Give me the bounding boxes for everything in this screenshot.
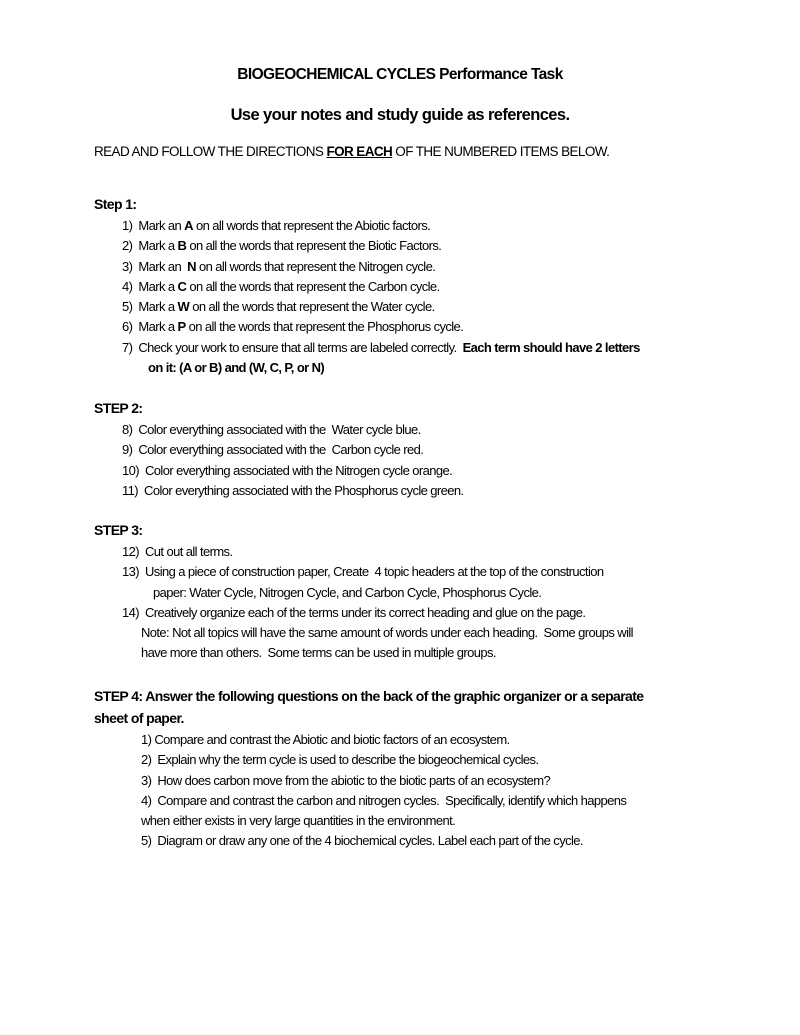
step2-heading: STEP 2: [94, 400, 143, 416]
step1-item-2 [122, 236, 722, 256]
item-letter: A [184, 218, 193, 233]
step1-heading: Step 1: [94, 196, 137, 212]
item-text: Color everything associated with the Water cycle blue. [138, 422, 421, 437]
question-4-cont: when either exists in very large quantities in the environment. [141, 813, 456, 829]
item-text: Mark a [138, 319, 178, 335]
note-text: Note: Not all topics will have the same amount of words under each heading. Some groups will [141, 625, 633, 641]
item-number: 8) [122, 422, 133, 437]
item-bold-text: on it: (A or B) and (W, C, P, or N) [148, 360, 325, 376]
directions-line [94, 144, 609, 159]
item-text: Color everything associated with the Phosphorus cycle green. [144, 482, 464, 498]
item-text: Mark a [138, 278, 178, 294]
directions-after: OF THE NUMBERED ITEMS BELOW. [392, 144, 610, 159]
item-number: 10) [122, 462, 139, 478]
step1-item-7 [122, 338, 722, 358]
step1-item-4 [122, 277, 722, 297]
step1-item-1 [122, 216, 722, 236]
question-4: 4) Compare and contrast the carbon and nitrogen cycles. Specifically, identify which happens [141, 792, 627, 808]
step3-item-13-cont [122, 583, 722, 603]
question-3: 3) How does carbon move from the abiotic to the biotic parts of an ecosystem? [141, 772, 551, 788]
step4-heading [94, 685, 714, 729]
step3-item-12 [122, 542, 722, 562]
step4-heading-line2: sheet of paper. [94, 710, 184, 726]
item-text: on all the words that represent the Water cycle. [189, 299, 435, 315]
question-2: 2) Explain why the term cycle is used to describe the biogeochemical cycles. [141, 752, 539, 768]
item-text: on all words that represent the Nitrogen cycle. [195, 258, 436, 274]
item-number: 7) [122, 339, 133, 355]
item-text: paper: Water Cycle, Nitrogen Cycle, and Carbon Cycle, Phosphorus Cycle. [153, 584, 542, 600]
step2-list [122, 420, 722, 501]
item-letter: C [177, 278, 187, 294]
item-number: 4) [122, 278, 133, 294]
item-number: 12) [122, 544, 139, 559]
step1-item-7-cont [122, 358, 722, 378]
item-text: on all the words that represent the Carbon cycle. [186, 278, 440, 294]
step3-note-line2 [122, 643, 722, 663]
item-text: Check your work to ensure that all terms are labeled correctly. [138, 339, 463, 355]
item-text: on all the words that represent the Biotic Factors. [186, 238, 442, 254]
item-number: 5) [122, 299, 133, 315]
step4-heading-line1: STEP 4: Answer the following questions on the back of the graphic organizer or a separate [94, 688, 644, 704]
item-text: Mark a [138, 238, 178, 254]
page-title: BIOGEOCHEMICAL CYCLES Performance Task [237, 66, 563, 83]
directions-before: READ AND FOLLOW THE DIRECTIONS [94, 144, 327, 159]
item-number: 14) [122, 604, 139, 620]
item-number: 11) [122, 482, 139, 498]
directions-emphasis: FOR EACH [326, 144, 393, 159]
item-letter: W [177, 299, 190, 315]
item-text: Mark an [138, 218, 185, 233]
step2-item-11 [122, 481, 722, 501]
step3-list [122, 542, 722, 664]
step2-item-10 [122, 461, 722, 481]
item-text: Using a piece of construction paper, Create 4 topic headers at the top of the construction [145, 564, 604, 580]
question-1: 1) Compare and contrast the Abiotic and biotic factors of an ecosystem. [141, 732, 510, 747]
step3-note-line1 [122, 623, 722, 643]
item-text: Color everything associated with the Nitrogen cycle orange. [145, 462, 453, 478]
item-text: Mark an [138, 258, 188, 274]
step1-item-6 [122, 317, 722, 337]
item-number: 3) [122, 258, 133, 274]
note-text: have more than others. Some terms can be used in multiple groups. [141, 645, 496, 661]
page-subtitle: Use your notes and study guide as references. [230, 106, 570, 124]
item-number: 2) [122, 238, 133, 254]
item-text: Creatively organize each of the terms under its correct heading and glue on the page. [145, 604, 586, 620]
item-letter: N [187, 258, 196, 274]
step1-item-3 [122, 257, 722, 277]
step1-list [122, 216, 722, 378]
item-letter: P [177, 319, 186, 335]
step4-questions [141, 730, 721, 852]
item-text: Color everything associated with the Carbon cycle red. [138, 442, 424, 458]
item-number: 1) [122, 218, 133, 233]
item-text: Mark a [138, 299, 178, 315]
item-number: 9) [122, 442, 133, 458]
item-letter: B [177, 238, 187, 254]
step3-item-13 [122, 562, 722, 582]
item-text: on all words that represent the Abiotic factors. [192, 218, 431, 233]
question-5: 5) Diagram or draw any one of the 4 biochemical cycles. Label each part of the cycle. [141, 833, 583, 849]
item-text: on all the words that represent the Phosphorus cycle. [185, 319, 464, 335]
step1-item-5 [122, 297, 722, 317]
item-number: 6) [122, 319, 133, 335]
step3-heading: STEP 3: [94, 522, 143, 538]
step3-item-14 [122, 603, 722, 623]
step2-item-8 [122, 420, 722, 440]
item-bold-text: Each term should have 2 letters [462, 339, 640, 355]
step2-item-9 [122, 440, 722, 460]
item-number: 13) [122, 564, 139, 580]
item-text: Cut out all terms. [145, 544, 233, 559]
